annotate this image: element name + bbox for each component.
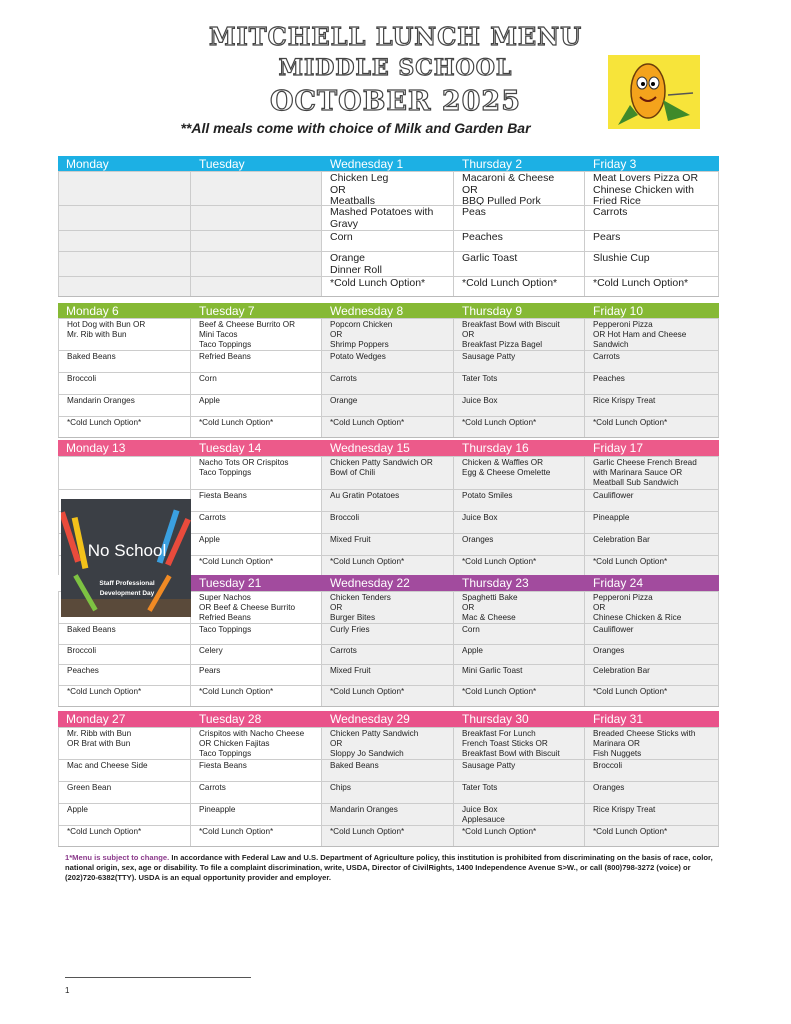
menu-cell: Broccoli	[58, 373, 191, 394]
menu-cell: *Cold Lunch Option*	[191, 417, 322, 437]
menu-cell: Pineapple	[585, 512, 719, 533]
day-header: Friday 3	[593, 157, 637, 171]
menu-cell: Chicken Tenders OR Burger Bites	[322, 592, 454, 623]
menu-cell: Apple	[191, 534, 322, 555]
menu-cell: *Cold Lunch Option*	[454, 826, 585, 846]
day-header: Monday 6	[66, 304, 119, 318]
menu-cell: *Cold Lunch Option*	[454, 417, 585, 437]
menu-cell: Orange	[322, 395, 454, 416]
menu-cell: Peaches	[58, 665, 191, 685]
menu-cell: Meat Lovers Pizza OR Chinese Chicken with Fried Rice	[585, 172, 719, 205]
menu-cell	[58, 206, 191, 230]
menu-cell: Juice Box Applesauce	[454, 804, 585, 825]
menu-cell: Green Bean	[58, 782, 191, 803]
menu-cell: Pineapple	[191, 804, 322, 825]
menu-row	[58, 416, 719, 437]
menu-cell: Corn	[191, 373, 322, 394]
menu-cell	[191, 252, 322, 276]
menu-row	[58, 664, 719, 685]
menu-cell: Rice Krispy Treat	[585, 395, 719, 416]
month-title: OCTOBER 2025	[269, 86, 521, 117]
menu-cell: Macaroni & Cheese OR BBQ Pulled Pork	[454, 172, 585, 205]
menu-cell: Peaches	[585, 373, 719, 394]
menu-cell: *Cold Lunch Option*	[454, 277, 585, 296]
menu-cell	[191, 172, 322, 205]
menu-cell	[191, 277, 322, 296]
menu-cell: Cauliflower	[585, 624, 719, 644]
menu-cell: Taco Toppings	[191, 624, 322, 644]
menu-cell	[58, 231, 191, 251]
menu-cell: Oranges	[585, 645, 719, 664]
no-school-line2: Development Day	[99, 590, 155, 597]
menu-cell: *Cold Lunch Option*	[585, 277, 719, 296]
menu-row	[58, 759, 719, 781]
menu-cell: *Cold Lunch Option*	[585, 686, 719, 706]
menu-cell: Pears	[191, 665, 322, 685]
day-header: Tuesday 14	[199, 441, 262, 455]
menu-cell: Celebration Bar	[585, 534, 719, 555]
menu-title: MITCHELL LUNCH MENU	[208, 22, 583, 51]
menu-cell: Carrots	[585, 206, 719, 230]
day-header: Tuesday 7	[199, 304, 255, 318]
menu-cell: *Cold Lunch Option*	[322, 556, 454, 576]
menu-cell	[58, 277, 191, 296]
menu-cell	[58, 172, 191, 205]
menu-row	[58, 803, 719, 825]
menu-cell: Beef & Cheese Burrito OR Mini Tacos Taco Toppings	[191, 319, 322, 350]
menu-cell: Spaghetti Bake OR Mac & Cheese	[454, 592, 585, 623]
menu-cell: Oranges	[454, 534, 585, 555]
menu-cell: Mini Garlic Toast	[454, 665, 585, 685]
menu-row	[58, 171, 719, 205]
day-header: Wednesday 8	[330, 304, 404, 318]
menu-cell: Chicken & Waffles OR Egg & Cheese Omelette	[454, 457, 585, 489]
menu-cell: Tater Tots	[454, 782, 585, 803]
day-header: Monday 27	[66, 712, 126, 726]
menu-cell: Corn	[454, 624, 585, 644]
no-school-text: No School	[87, 541, 167, 560]
nondiscrimination-footer	[65, 853, 725, 883]
menu-cell: *Cold Lunch Option*	[191, 826, 322, 846]
menu-cell: *Cold Lunch Option*	[454, 686, 585, 706]
menu-cell: Popcorn Chicken OR Shrimp Poppers	[322, 319, 454, 350]
menu-cell: Mac and Cheese Side	[58, 760, 191, 781]
menu-cell	[191, 206, 322, 230]
day-header: Thursday 30	[462, 712, 529, 726]
menu-cell: Pepperoni Pizza OR Hot Ham and Cheese Sandwich	[585, 319, 719, 350]
menu-cell: Sausage Patty	[454, 760, 585, 781]
menu-cell: Carrots	[191, 512, 322, 533]
menu-row	[58, 276, 719, 296]
day-header: Thursday 16	[462, 441, 529, 455]
day-header: Monday 13	[66, 441, 126, 455]
footnote-number: 1	[65, 986, 70, 995]
menu-cell: Oranges	[585, 782, 719, 803]
menu-row	[58, 318, 719, 350]
menu-row	[58, 350, 719, 372]
menu-cell: Carrots	[322, 645, 454, 664]
day-header: Friday 17	[593, 441, 644, 455]
menu-cell: Broccoli	[58, 645, 191, 664]
menu-cell: Celery	[191, 645, 322, 664]
menu-cell: Apple	[191, 395, 322, 416]
menu-row	[58, 230, 719, 251]
day-header: Tuesday 21	[199, 576, 262, 590]
menu-cell: *Cold Lunch Option*	[585, 826, 719, 846]
footnote-divider	[65, 977, 251, 978]
menu-cell: Tater Tots	[454, 373, 585, 394]
menu-cell: Broccoli	[322, 512, 454, 533]
usda-statement: In accordance with Federal Law and U.S. Department of Agriculture policy, this institution is prohibited from discriminating on the basis of race, color, national origin, sex, age or disability. To file a complaint discrimination, write, USDA, Director of CivilRights, 1400 Independence Avenue S>W., or call (800)798-3272 (voice) or (202)720-6382(TTY). USDA is an equal opportunity provider and employer.	[65, 853, 713, 882]
menu-cell: Peaches	[454, 231, 585, 251]
menu-cell: Mixed Fruit	[322, 665, 454, 685]
day-header: Wednesday 15	[330, 441, 410, 455]
menu-cell: *Cold Lunch Option*	[585, 556, 719, 576]
menu-cell: Super Nachos OR Beef & Cheese Burrito Refried Beans	[191, 592, 322, 623]
menu-cell: Mixed Fruit	[322, 534, 454, 555]
day-header: Tuesday 28	[199, 712, 262, 726]
menu-cell: *Cold Lunch Option*	[585, 417, 719, 437]
menu-cell: Crispitos with Nacho Cheese OR Chicken Fajitas Taco Toppings	[191, 728, 322, 759]
menu-cell: *Cold Lunch Option*	[58, 826, 191, 846]
menu-cell: *Cold Lunch Option*	[191, 556, 322, 576]
menu-cell: Fiesta Beans	[191, 490, 322, 511]
menu-cell: Chips	[322, 782, 454, 803]
menu-cell: Breakfast For Lunch French Toast Sticks OR Breakfast Bowl with Biscuit	[454, 728, 585, 759]
menu-cell: Orange Dinner Roll	[322, 252, 454, 276]
day-header: Friday 31	[593, 712, 644, 726]
menu-cell: Potato Smiles	[454, 490, 585, 511]
menu-cell: Garlic Toast	[454, 252, 585, 276]
menu-cell: Mandarin Oranges	[58, 395, 191, 416]
day-header: Friday 24	[593, 576, 644, 590]
menu-cell: *Cold Lunch Option*	[322, 826, 454, 846]
no-school-line1: Staff Professional	[99, 580, 155, 587]
menu-cell: Pepperoni Pizza OR Chinese Chicken & Rice	[585, 592, 719, 623]
menu-row	[58, 394, 719, 416]
menu-row	[58, 685, 719, 706]
menu-cell: Curly Fries	[322, 624, 454, 644]
menu-cell: Rice Krispy Treat	[585, 804, 719, 825]
menu-cell: *Cold Lunch Option*	[322, 417, 454, 437]
menu-row	[58, 825, 719, 846]
menu-cell: Baked Beans	[322, 760, 454, 781]
day-header: Thursday 9	[462, 304, 523, 318]
menu-cell: Breakfast Bowl with Biscuit OR Breakfast Pizza Bagel	[454, 319, 585, 350]
week-1	[58, 156, 719, 297]
school-title: MIDDLE SCHOOL	[278, 55, 513, 81]
menu-cell: Baked Beans	[58, 351, 191, 372]
week-header	[58, 156, 719, 171]
corn-mascot-logo	[608, 55, 700, 129]
menu-cell: Broccoli	[585, 760, 719, 781]
menu-cell: Nacho Tots OR Crispitos Taco Toppings	[191, 457, 322, 489]
menu-change-note: 1*Menu is subject to change.	[65, 853, 170, 862]
week-5	[58, 711, 719, 847]
menu-cell: Cauliflower	[585, 490, 719, 511]
menu-cell: Carrots	[585, 351, 719, 372]
no-school-image	[61, 499, 191, 617]
menu-cell: *Cold Lunch Option*	[322, 277, 454, 296]
menu-cell: Peas	[454, 206, 585, 230]
day-header: Friday 10	[593, 304, 644, 318]
menu-cell: *Cold Lunch Option*	[322, 686, 454, 706]
menu-cell: Fiesta Beans	[191, 760, 322, 781]
menu-row	[58, 781, 719, 803]
menu-cell: Mr. Ribb with Bun OR Brat with Bun	[58, 728, 191, 759]
week-header	[58, 303, 719, 318]
menu-cell: *Cold Lunch Option*	[191, 686, 322, 706]
menu-row	[58, 623, 719, 644]
menu-cell: Apple	[454, 645, 585, 664]
day-header: Thursday 2	[462, 157, 523, 171]
day-header: Tuesday	[199, 157, 245, 171]
subtitle: **All meals come with choice of Milk and Garden Bar	[180, 120, 531, 136]
day-header: Wednesday 1	[330, 157, 404, 171]
menu-cell: Celebration Bar	[585, 665, 719, 685]
menu-cell: Baked Beans	[58, 624, 191, 644]
menu-row	[58, 727, 719, 759]
menu-cell: Breaded Cheese Sticks with Marinara OR Fish Nuggets	[585, 728, 719, 759]
menu-cell: Carrots	[191, 782, 322, 803]
menu-row	[58, 644, 719, 664]
menu-cell: Potato Wedges	[322, 351, 454, 372]
menu-row	[58, 372, 719, 394]
menu-cell	[58, 457, 191, 489]
menu-cell: Slushie Cup	[585, 252, 719, 276]
menu-cell: Refried Beans	[191, 351, 322, 372]
week-2	[58, 303, 719, 438]
menu-cell	[191, 231, 322, 251]
menu-cell: Garlic Cheese French Bread with Marinara Sauce OR Meatball Sub Sandwich	[585, 457, 719, 489]
week-header	[58, 711, 719, 727]
menu-cell: Apple	[58, 804, 191, 825]
menu-row	[58, 251, 719, 276]
menu-cell: Pears	[585, 231, 719, 251]
menu-cell	[58, 252, 191, 276]
day-header: Monday	[66, 157, 109, 171]
day-header: Thursday 23	[462, 576, 529, 590]
menu-cell: Juice Box	[454, 512, 585, 533]
menu-cell: *Cold Lunch Option*	[454, 556, 585, 576]
week-header	[58, 440, 719, 456]
menu-cell: Mashed Potatoes with Gravy	[322, 206, 454, 230]
menu-cell: Chicken Patty Sandwich OR Bowl of Chili	[322, 457, 454, 489]
menu-cell: *Cold Lunch Option*	[58, 686, 191, 706]
day-header: Wednesday 29	[330, 712, 410, 726]
menu-cell: Juice Box	[454, 395, 585, 416]
menu-cell: Sausage Patty	[454, 351, 585, 372]
menu-cell: Corn	[322, 231, 454, 251]
day-header: Wednesday 22	[330, 576, 410, 590]
menu-cell: Carrots	[322, 373, 454, 394]
menu-cell: Chicken Leg OR Meatballs	[322, 172, 454, 205]
menu-row	[58, 456, 719, 489]
menu-cell: Hot Dog with Bun OR Mr. Rib with Bun	[58, 319, 191, 350]
menu-cell: Chicken Patty Sandwich OR Sloppy Jo Sandwich	[322, 728, 454, 759]
menu-cell: Au Gratin Potatoes	[322, 490, 454, 511]
menu-cell: Mandarin Oranges	[322, 804, 454, 825]
menu-row	[58, 205, 719, 230]
menu-cell: *Cold Lunch Option*	[58, 417, 191, 437]
